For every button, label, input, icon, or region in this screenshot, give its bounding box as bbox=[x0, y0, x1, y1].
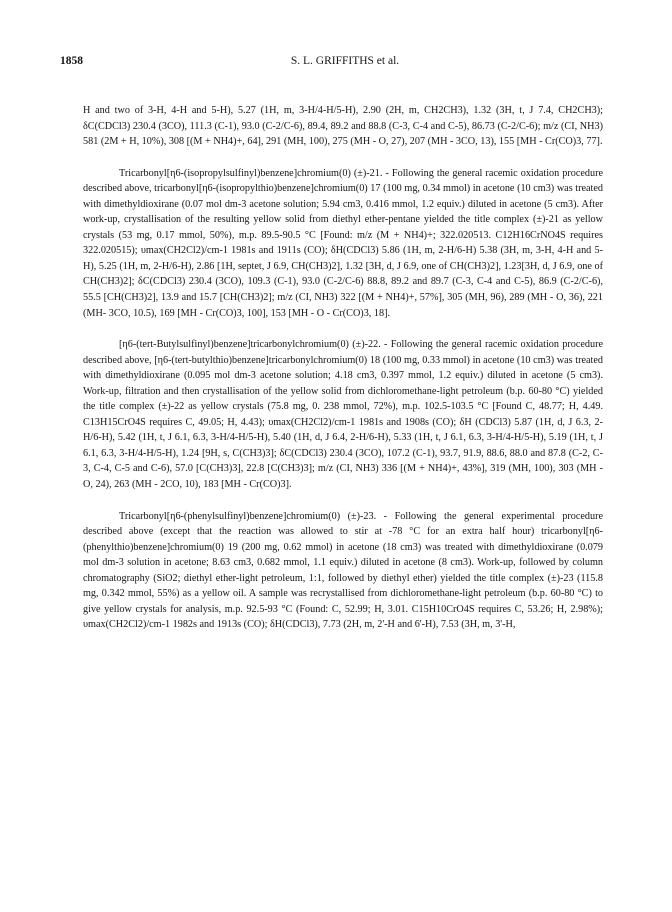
running-head-authors: S. L. GRIFFITHS et al. bbox=[290, 55, 400, 67]
paragraph-compound-21: Tricarbonyl[η6-(isopropylsulfinyl)benzene]chromium(0) (±)-21. - Following the general racemic oxidation procedure described above, tricarbonyl[η6-(isopropylthio)benzene]chromium(0) 17 (100 mg, 0.34 mmol) in acetone (10 cm3) was treated with dimethyldioxirane (0.07 mol dm-3 acetone solution; 5.94 cm3, 0.416 mmol, 1.2 equiv.) diluted in acetone (5 cm3). After work-up, crystallisation of the resulting yellow solid from diethyl ether-pentane yielded the title complex (±)-21 as yellow crystals (53 mg, 0.17 mmol, 50%), m.p. 89.5-90.5 °C [Found: m/z (M + NH4)+; 322.020513. C12H16CrNO4S requires 322.020515); υmax(CH2Cl2)/cm-1 1981s and 1911s (CO); δH(CDCl3) 5.86 (1H, m, 2-H/6-H) 5.38 (3H, m, 3-H, 4-H and 5-H), 5.25 (1H, m, 2-H/6-H), 2.86 [1H, septet, J 6.9, CH(CH3)2], 1.32 [3H, d, J 6.9, one of CH(CH3)2], 1.23[3H, d, J 6.9, one of CH(CH3)2]; δC(CDCl3) 230.4 (3CO), 109.3 (C-1), 93.0 (C-2/C-6) 88.8, 89.2 and 89.7 (C-3, C-4 and C-5), 86.9 (C-2/C-6), 55.5 [CH(CH3)2], 13.9 and 15.7 [CH(CH3)2]; m/z (CI, NH3) 322 [(M + NH4)+, 57%], 305 (MH, 96), 289 (MH - O, 36), 221 (MH- 3CO, 10.5), 169 [MH - Cr(CO)3, 100], 153 [MH - O - Cr(CO)3, 18]. bbox=[83, 167, 603, 319]
experimental-text bbox=[83, 103, 603, 633]
running-header bbox=[60, 55, 630, 71]
page-number: 1858 bbox=[60, 55, 83, 67]
paragraph-compound-23: Tricarbonyl[η6-(phenylsulfinyl)benzene]chromium(0) (±)-23. - Following the general experimental procedure described above (except that the reaction was allowed to stir at -78 °C for an extra half hour) tricarbonyl[η6-(phenylthio)benzene]chromium(0) 19 (200 mg, 0.62 mmol) in acetone (18 cm3) was treated with dimethyldioxirane (0.079 mol dm-3 solution in acetone; 8.63 cm3, 0.682 mmol, 1.1 equiv.) diluted in acetone (8 cm3). Work-up, followed by column chromatography (SiO2; diethyl ether-light petroleum, 1:1, followed by diethyl ether) yielded the title complex (±)-23 (115.8 mg, 0.342 mmol, 55%) as a yellow oil. A sample was recrystallised from dichloromethane-light petroleum (b.p. 60-80 °C) to give yellow crystals for analysis, m.p. 92.5-93 °C (Found: C, 52.99; H, 3.01. C15H10CrO4S requires C, 53.26; H, 2.98%); υmax(CH2Cl2)/cm-1 1982s and 1913s (CO); δH(CDCl3), 7.73 (2H, m, 2'-H and 6'-H), 7.53 (3H, m, 3'-H, bbox=[83, 510, 603, 631]
paragraph-continued-data: H and two of 3-H, 4-H and 5-H), 5.27 (1H, m, 3-H/4-H/5-H), 2.90 (2H, m, CH2CH3), 1.32 (3H, t, J 7.4, CH2CH3); δC(CDCl3) 230.4 (3CO), 111.3 (C-1), 93.0 (C-2/C-6), 89.4, 89.2 and 88.8 (C-3, C-4 and C-5), 86.73 (C-2/C-6); m/z (CI, NH3) 581 (2M + H, 10%), 308 [(M + NH4)+, 64], 291 (MH, 100), 275 (MH - O, 27), 207 (MH - 3CO, 13), 155 [MH - Cr(CO)3, 77]. bbox=[83, 105, 603, 148]
paragraph-compound-22: [η6-(tert-Butylsulfinyl)benzene]tricarbonylchromium(0) (±)-22. - Following the general racemic oxidation procedure described above, [η6-(tert-butylthio)benzene]tricarbonylchromium(0) 18 (100 mg, 0.33 mmol) in acetone (10 cm3) was treated with dimethyldioxirane (0.095 mol dm-3 acetone solution; 4.18 cm3, 0.397 mmol, 1.2 equiv.) diluted in acetone (5 cm3). Work-up, filtration and then crystallisation of the yellow solid from dichloromethane-light petroleum (b.p. 60-80 °C) yielded the title complex (±)-22 as yellow crystals (75.8 mg, 0. 238 mmol, 72%), m.p. 102.5-103.5 °C [Found C, 48.77; H, 4.49. C13H15CrO4S requires C, 49.05; H, 4.43); υmax(CH2Cl2)/cm-1 1981s and 1908s (CO); δH (CDCl3) 5.87 (1H, d, J 6.3, 2-H/6-H), 5.42 (1H, t, J 6.1, 6.3, 3-H/4-H/5-H), 5.40 (1H, d, J 6.4, 2-H/6-H), 5.33 (1H, t, J 6.1, 6.3, 3-H/4-H/5-H), 5.19 (1H, t, J 6.1, 6.3, 3-H/4-H/5-H), 1.24 [9H, s, C(CH3)3]; δC(CDCl3) 230.4 (3CO), 107.2 (C-1), 93.7, 91.9, 88.6, 88.0 and 87.8 (C-2, C-3, C-4, C-5 and C-6), 57.0 [C(CH3)3], 22.8 [C(CH3)3]; m/z (CI, NH3) 336 [(M + NH4)+, 43%], 319 (MH, 100), 303 (MH - O, 24), 263 (MH - 2CO, 10), 183 [MH - Cr(CO)3]. bbox=[83, 339, 603, 491]
